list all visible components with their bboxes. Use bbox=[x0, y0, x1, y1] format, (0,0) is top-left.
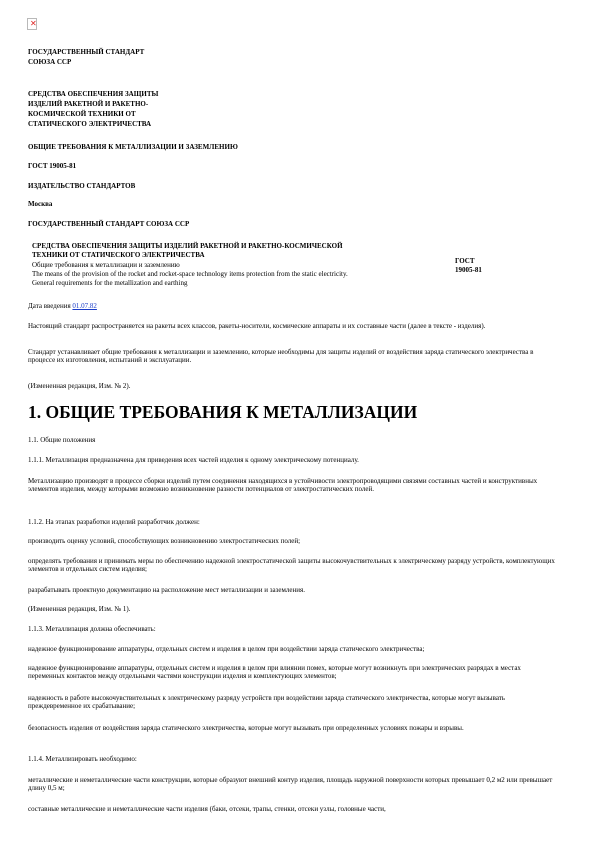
cover-title-line: КОСМИЧЕСКОЙ ТЕХНИКИ ОТ bbox=[28, 110, 136, 118]
cover-title-line: СТАТИЧЕСКОГО ЭЛЕКТРИЧЕСТВА bbox=[28, 120, 152, 128]
clause-1-1-4: 1.1.4. Металлизировать необходимо: bbox=[28, 755, 137, 763]
analyze-paragraph: производить оценку условий, способствующих возникновению электростатических полей; bbox=[28, 537, 301, 545]
date-line bbox=[28, 302, 97, 310]
parts-paragraph: металлические и неметаллические части конструкции, которые образуют внешний контур изделия, площадь наружной поверхности которых превышает 0,2 м2 или превышает длину 0,5 м; bbox=[28, 776, 553, 793]
header-title-line1: СРЕДСТВА ОБЕСПЕЧЕНИЯ ЗАЩИТЫ ИЗДЕЛИЙ РАКЕТНОЙ И РАКЕТНО-КОСМИЧЕСКОЙ bbox=[32, 242, 343, 250]
ussr: СОЮЗА ССР bbox=[28, 58, 72, 66]
intro-paragraph-1: Настоящий стандарт распространяется на ракеты всех классов, ракеты-носители, космические аппараты и их составные части (далее в тексте - изделия). bbox=[28, 322, 486, 330]
section-heading: 1. ОБЩИЕ ТРЕБОВАНИЯ К МЕТАЛЛИЗАЦИИ bbox=[28, 402, 418, 422]
cover-subtitle: ОБЩИЕ ТРЕБОВАНИЯ К МЕТАЛЛИЗАЦИИ И ЗАЗЕМЛЕНИЮ bbox=[28, 143, 238, 151]
reliable-paragraph-2: надежное функционирование аппаратуры, отдельных систем и изделия в целом при влиянии помех, которые могут возникнуть при электрических разрядах в местах переменных контактов между отдельными частями конструкции изделия и комплектующих элементов; bbox=[28, 664, 521, 681]
amendment-note-1: (Измененная редакция, Изм. № 1). bbox=[28, 605, 131, 613]
reliable-paragraph: надежное функционирование аппаратуры, отдельных систем и изделия в целом при воздействии заряда статического электричества; bbox=[28, 645, 425, 653]
city: Москва bbox=[28, 200, 53, 208]
gost-side-2: 19005-81 bbox=[455, 265, 482, 274]
clause-1-1-1: 1.1.1. Металлизация предназначена для приведения всех частей изделия к одному электрическому потенциалу. bbox=[28, 456, 359, 464]
english-title-line2: General requirements for the metallization and earthing bbox=[32, 279, 188, 287]
cover-title-line: СРЕДСТВА ОБЕСПЕЧЕНИЯ ЗАЩИТЫ bbox=[28, 90, 159, 98]
safe-paragraph: безопасность изделия от воздействия заряда статического электричества, которые могут вызывать при определенных условиях пожары и взрывы. bbox=[28, 724, 464, 732]
design-paragraph: разрабатывать проектную документацию на расположение мест металлизации и заземления. bbox=[28, 586, 305, 594]
intro-paragraph-2: Стандарт устанавливает общие требования к металлизации и заземлению, которые необходимы для защиты изделий от воздействия заряда статического электричества в процессе их изготовления, испытаний и эксплуатации. bbox=[28, 348, 534, 365]
gost-side-1: ГОСТ bbox=[455, 257, 475, 265]
define-paragraph: определять требования и принимать меры по обеспечению надежной электростатической защиты высокочувствительных к электрическому разряду устройств, комплектующих элементов и отдельных систем изделия; bbox=[28, 557, 555, 574]
clause-1-1-3: 1.1.3. Металлизация должна обеспечивать: bbox=[28, 625, 156, 633]
broken-image-icon: ✕ bbox=[27, 18, 37, 30]
safety-paragraph: надежность в работе высокочувствительных к электрическому разряду устройств при воздействии заряда статического электричества, которые могут вызывать преждевременное их срабатывание; bbox=[28, 694, 505, 711]
date-link[interactable]: 01.07.82 bbox=[72, 302, 97, 310]
state-standard-full: ГОСУДАРСТВЕННЫЙ СТАНДАРТ СОЮЗА ССР bbox=[28, 220, 190, 228]
header-title-line2: ТЕХНИКИ ОТ СТАТИЧЕСКОГО ЭЛЕКТРИЧЕСТВА bbox=[32, 251, 205, 259]
cover-title-line: ИЗДЕЛИЙ РАКЕТНОЙ И РАКЕТНО- bbox=[28, 100, 149, 108]
gost-side-label bbox=[455, 257, 482, 274]
amendment-note: (Измененная редакция, Изм. № 2). bbox=[28, 382, 131, 390]
english-title-line1: The means of the provision of the rocket and rocket-space technology items protection from the static electricity. bbox=[32, 270, 348, 278]
date-label: Дата введения bbox=[28, 302, 71, 310]
clause-1-1-2: 1.1.2. На этапах разработки изделий разработчик должен: bbox=[28, 518, 200, 526]
gost-number: ГОСТ 19005-81 bbox=[28, 162, 77, 170]
header-title-line3: Общие требования к металлизации и заземлению bbox=[32, 261, 180, 269]
publisher: ИЗДАТЕЛЬСТВО СТАНДАРТОВ bbox=[28, 182, 136, 190]
state-standard: ГОСУДАРСТВЕННЫЙ СТАНДАРТ bbox=[28, 48, 145, 56]
parts-paragraph-2: составные металлические и неметаллические части изделия (баки, отсеки, трапы, стенки, отсеки узлы, головные части, bbox=[28, 805, 386, 813]
metallization-paragraph: Металлизацию производят в процессе сборки изделий путем соединения находящихся в устойчивости электропроводящими связями составных частей и конструктивных элементов изделия, между которыми возможно возникновение разности потенциалов от электростатических полей. bbox=[28, 477, 538, 494]
clause-1-1: 1.1. Общие положения bbox=[28, 436, 96, 444]
